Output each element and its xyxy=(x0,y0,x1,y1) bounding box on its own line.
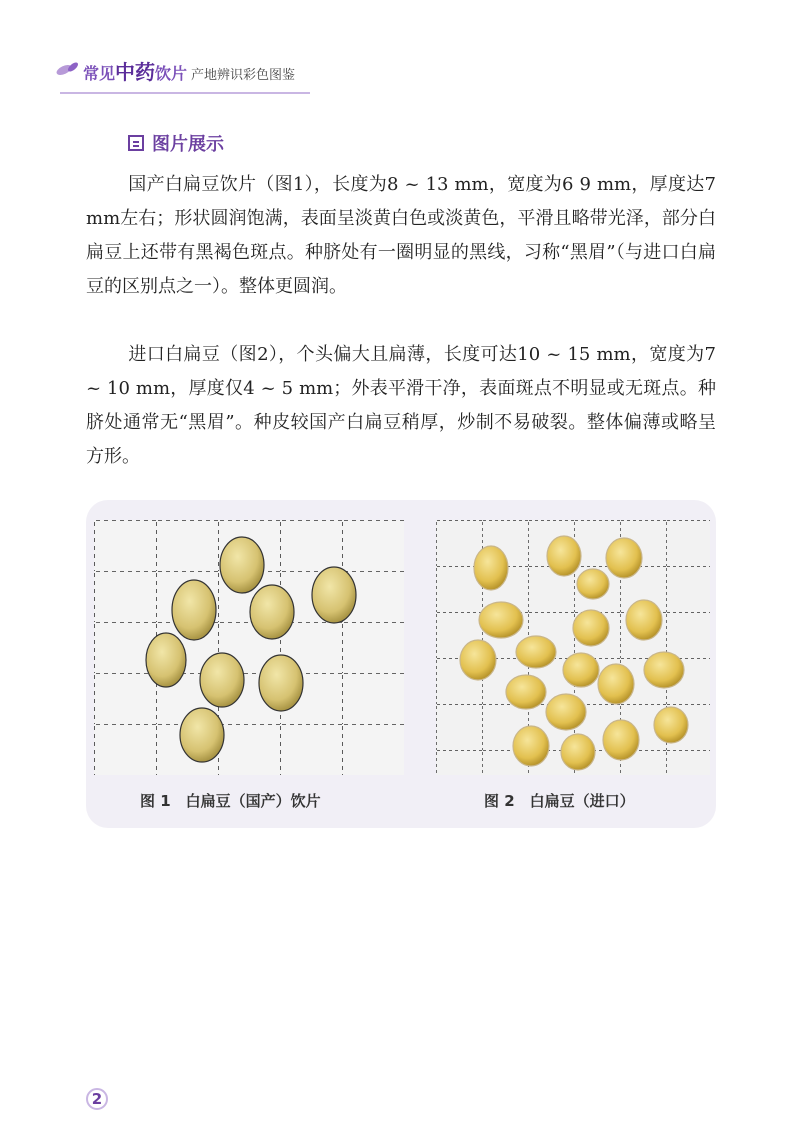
leaf-icon xyxy=(55,58,81,80)
figure-1-photo xyxy=(94,520,404,775)
figure-2-caption: 图 2 白扁豆（进口） xyxy=(484,792,635,810)
paragraph-imported-text: 进口白扁豆（图2），个头偏大且扁薄，长度可达10 ~ 15 mm，宽度为7 ~ 10 mm，厚度仅4 ~ 5 mm；外表平滑干净，表面斑点不明显或无斑点。种脐处通常无“黑眉”。种皮较国产白扁豆稍厚，炒制不易破裂。整体偏薄或略呈方形。 xyxy=(86,344,716,467)
book-title xyxy=(83,56,295,85)
section-title: 图片展示 xyxy=(152,134,224,155)
paragraph-domestic-text: 国产白扁豆饮片（图1），长度为8 ~ 13 mm，宽度为6 9 mm，厚度达7 mm左右；形状圆润饱满，表面呈淡黄白色或淡黄色，平滑且略带光泽，部分白扁豆上还带有黑褐色斑点。种脐处有一圈明显的黑线，习称“黑眉”（与进口白扁豆的区别点之一）。整体更圆润。 xyxy=(86,174,716,297)
header-rule xyxy=(60,92,310,94)
book-title-part2: 中药 xyxy=(115,60,156,84)
book-subtitle: 产地辨识彩色图鉴 xyxy=(191,68,296,83)
running-header xyxy=(55,50,375,90)
book-title-part1: 常见 xyxy=(83,64,116,83)
document-icon xyxy=(128,135,144,151)
book-title-part3: 饮片 xyxy=(155,64,188,83)
paragraph-imported xyxy=(86,338,716,474)
paragraph-domestic xyxy=(86,168,716,304)
figure-1-caption: 图 1 白扁豆（国产）饮片 xyxy=(140,792,321,810)
figure-2-photo xyxy=(436,520,710,775)
page-number-text: 2 xyxy=(91,1090,103,1108)
page-number xyxy=(86,1088,108,1110)
section-heading xyxy=(128,130,224,156)
